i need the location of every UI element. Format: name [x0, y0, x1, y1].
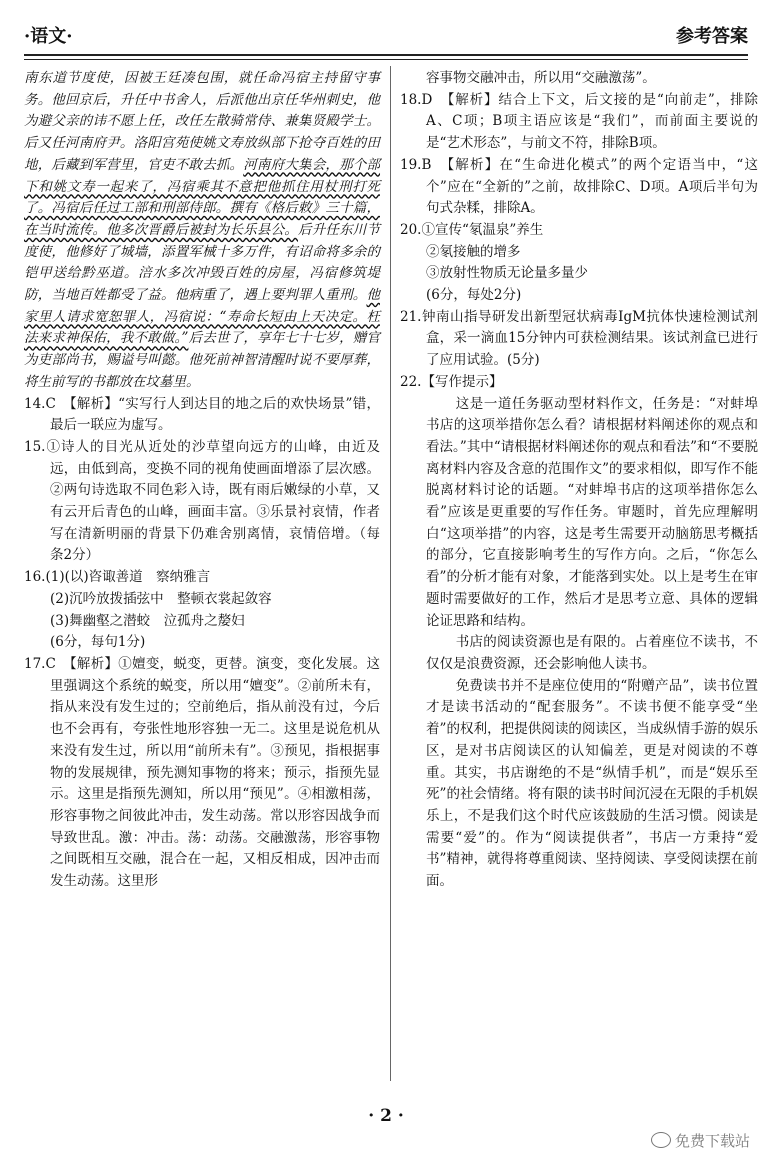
left-column — [24, 68, 380, 893]
translation-text-1: 南东道节度使，因被王廷凑包围，就任命冯宿主持留守事务。他回京后，升任中书舍人，后派他出京任华州刺史，他为避父亲的讳不愿上任，改任左散骑常侍、兼集贤殿学士。后又任河南府尹。洛阳宫苑使姚文寿放纵部下抢夺百姓的田地，后藏到军营里，官吏不敢去抓。 — [24, 70, 380, 173]
answer-18: 18.D 【解析】结合上下文，后文接的是“向前走”，排除A、C项；B项主语应该是“我们”，而前面主要说的是“艺术形态”，与前文不符，排除B项。 — [400, 91, 758, 152]
answer-22-paragraph-3: 免费读书并不是座位使用的“附赠产品”，读书位置才是读书活动的“配套服务”。不读书便不能享受“坐着”的权利，把提供阅读的阅读区，当成纵情手游的娱乐区，是对书店阅读区的认知偏差，更是对阅读的不尊重。其实，书店谢绝的不是“纵情手机”，而是“娱乐至死”的社会情绪。将有限的读书时间沉浸在无限的手机娱乐上，不是我们这个时代应该鼓励的生活习惯。阅读是需要“爱”的。作为“阅读提供者”，书店一方秉持“爱书”精神，就得将尊重阅读、坚持阅读、享受阅读摆在前面。 — [426, 677, 758, 890]
translation-underlined-1: 河南府大集会，那个部下和姚文寿一起来了，冯宿乘其不意把他抓住用杖刑打死了。冯宿后任过工部和刑部侍郎。撰有《格后敕》三十篇，在当时流传。他多次晋爵后被封为长乐县公。 — [24, 156, 381, 238]
watermark — [651, 1130, 750, 1151]
answer-16-line-1: 16.(1)(以)咨诹善道 察纳雅言 — [24, 569, 211, 586]
header-rule-thin — [24, 59, 748, 60]
header-rule — [24, 54, 748, 56]
translation-intro — [24, 68, 380, 394]
answer-16-score: (6分，每句1分) — [50, 634, 146, 651]
watermark-text: 免费下载站 — [674, 1132, 750, 1150]
answer-19: 19.B 【解析】在“生命进化模式”的两个定语当中，“这个”应在“全新的”之前，故排除C、D项。A项后半句为句式杂糅，排除A。 — [400, 156, 758, 217]
answer-22-heading: 22.【写作提示】 — [400, 373, 503, 390]
answer-20-line-2: ②氡接触的增多 — [426, 243, 521, 260]
translation-text-3: 后去世了，享年七十七岁，赠官为吏部尚书，赐谥号叫懿。他死前神智清醒时说不要厚葬，将生前写的书都放在坟墓里。 — [24, 330, 380, 390]
page-header — [24, 8, 748, 52]
answer-17-continued: 容事物交融冲击，所以用“交融激荡”。 — [426, 70, 656, 86]
page-number: · 2 · — [368, 1106, 404, 1126]
answer-22-paragraph-1: 这是一道任务驱动型材料作文，任务是：“对蚌埠书店的这项举措你怎么看？请根据材料阐述你的观点和看法。”其中“请根据材料阐述你的观点和看法”和“不要脱离材料内容及含意的范围作文”的要求相似，即写作不能脱离材料讨论的话题。“对蚌埠书店的这项举措你怎么看”应该是更重要的写作任务。审题时，首先应理解明白“这项举措”的内容，这是考生需要开动脑筋思考概括的部分，它直接影响考生的写作方向。之后，“你怎么看”的分析才能有对象，才能落到实处。以上是考生在审题时需要做好的工作，然后才是思考立意、具体的逻辑论证思路和结构。 — [426, 395, 758, 629]
translation-underlined-2: 他家里人请求宽恕罪人，冯宿说：“寿命长短由上天决定。枉法来求神保佑，我不敢做。” — [24, 287, 380, 347]
chat-bubble-icon — [651, 1132, 671, 1148]
translation-text-2: 后升任东川节度使，他修好了城墙，添置军械十多万件，有诏命将多余的铠甲送给黔巫道。涪水多次冲毁百姓的房屋，冯宿修筑堤防，当地百姓都受了益。他病重了，遇上要判罪人重刑。 — [24, 221, 380, 304]
answer-16-line-3: (3)舞幽壑之潜蛟 泣孤舟之嫠妇 — [50, 612, 245, 629]
answer-21: 21.钟南山指导研发出新型冠状病毒IgM抗体快速检测试剂盒，采一滴血15分钟内可获检测结果。该试剂盒已进行了应用试验。(5分) — [400, 308, 758, 369]
answer-20-line-1: 20.①宣传“氡温泉”养生 — [400, 221, 544, 238]
right-column — [400, 68, 758, 893]
answer-22-paragraph-2: 书店的阅读资源也是有限的。占着座位不读书，不仅仅是浪费资源，还会影响他人读书。 — [426, 634, 758, 672]
answer-16-line-2: (2)沉吟放拨插弦中 整顿衣裳起敛容 — [50, 590, 272, 607]
header-title: 参考答案 — [676, 26, 748, 47]
column-divider — [390, 66, 391, 1081]
answer-17: 17.C 【解析】①嬗变，蜕变，更替。演变，变化发展。这里强调这个系统的蜕变，所以用“嬗变”。②前所未有，指从来没有发生过的；空前绝后，指从前没有过，今后也不会再有，夸张性地形容独一无二。这里是说危机从来没有发生过，所以用“前所未有”。③预见，指根据事物的发展规律，预先测知事物的将来；预示，指预先显示。这里是指预先测知，所以用“预见”。④相激相荡，形容事物之间彼此冲击，发生动荡。常以形容因战争而导致世乱。激：冲击。荡：动荡。交融激荡，形容事物之间既相互交融，混合在一起，又相反相成，因冲击而发生动荡。这里形 — [24, 655, 380, 890]
answer-20-line-3: ③放射性物质无论量多量少 — [426, 265, 588, 282]
answer-15: 15.①诗人的目光从近处的沙草望向远方的山峰，由近及远，由低到高，变换不同的视角使画面增添了层次感。②两句诗选取不同色彩入诗，既有雨后嫩绿的小草，又有云开后青色的山峰，画面丰富。③乐景衬哀情，作者写在清新明丽的背景下仍难舍别离情，哀情倍增。（每条2分） — [24, 438, 380, 564]
subject-label: ·语文· — [24, 26, 73, 47]
answer-20-score: (6分，每处2分) — [426, 287, 522, 304]
answer-14: 14.C 【解析】“实写行人到达目的地之后的欢快场景”错，最后一联应为虚写。 — [24, 395, 380, 434]
